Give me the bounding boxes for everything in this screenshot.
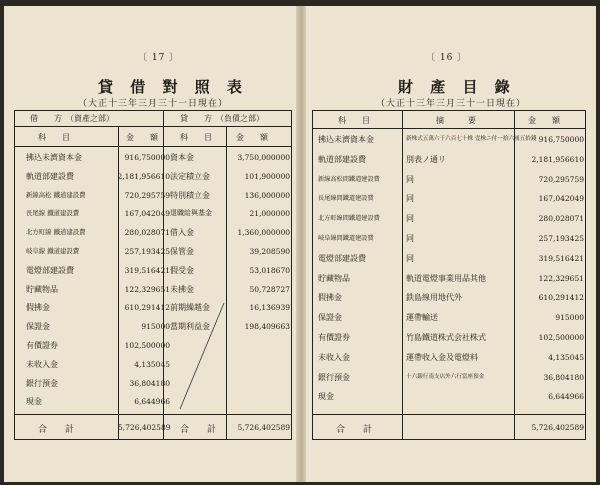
debit-item-label: 軌道部建設費 — [26, 171, 74, 181]
inventory-item-label: 貯藏物品 — [318, 273, 350, 283]
inventory-item-label: 有價證券 — [318, 333, 350, 342]
inventory-item-desc: 竹島鐵道株式会社株式 — [406, 333, 486, 342]
rule — [402, 110, 403, 440]
credit-item-label: 當期利益金 — [170, 322, 210, 332]
inventory-item-label: 新線高松間鐵道建設費 — [318, 175, 380, 183]
debit-item-label: 電燈部建設費 — [26, 265, 74, 275]
page-number: 〔 17 〕 — [138, 53, 180, 63]
inventory-item-label: 軌道部建設費 — [318, 154, 366, 164]
debit-total-label: 合 計 — [38, 425, 75, 435]
inventory-item-amount: 319,516421 — [538, 253, 584, 263]
inventory-item-desc: 同 — [406, 194, 414, 204]
debit-total: 5,726,402589 — [118, 423, 171, 432]
credit-item-label: 假受金 — [170, 265, 194, 275]
date-line: （大正十三年三月三十一日現在） — [78, 99, 229, 109]
total-label: 合 計 — [336, 425, 373, 435]
credit-item-label: 未拂金 — [170, 284, 194, 294]
credit-item-label: 保管金 — [170, 247, 194, 256]
credit-item-amount: 39,208590 — [249, 247, 290, 256]
inventory-item-amount: 720,295759 — [538, 174, 584, 184]
inventory-item-desc: 運帶輸送 — [406, 313, 438, 323]
cancel-stroke — [178, 301, 226, 411]
page-title: 財 產 目 錄 — [398, 78, 516, 96]
inventory-item-label: 長尾線間鐵道建設費 — [318, 195, 374, 203]
inventory-item-label: 拂込未濟資本金 — [318, 135, 374, 144]
inventory-item-amount: 167,042049 — [538, 194, 584, 204]
debit-item-label: 新線高松 鐵道建設費 — [26, 190, 86, 199]
rule — [14, 146, 292, 147]
inventory-item-label: 假拂金 — [318, 293, 342, 303]
book-gutter — [296, 6, 306, 482]
inventory-item-amount: 102,500000 — [538, 333, 584, 342]
inventory-item-desc: 十六銀行南支店外六行當座預金 — [406, 373, 485, 380]
debit-item-amount: 102,500000 — [124, 341, 170, 350]
debit-item-label: 貯藏物品 — [26, 284, 58, 294]
debit-item-label: 未收入金 — [26, 359, 58, 369]
debit-item-amount: 280,028071 — [124, 228, 170, 238]
debit-item-label: 銀行預金 — [26, 378, 58, 388]
debit-header: 借 方 （資產之部） — [30, 114, 114, 123]
col-desc: 摘 要 — [436, 116, 476, 125]
debit-item-amount: 122,329651 — [124, 284, 170, 294]
credit-item-amount: 3,750,000000 — [237, 153, 290, 162]
date-line: （大正十三年三月三十一日現在） — [376, 99, 527, 109]
inventory-item-desc: 同 — [406, 253, 414, 263]
credit-total-label: 合 計 — [180, 425, 217, 435]
credit-item-label: 退職給與基金 — [170, 209, 212, 218]
credit-header: 貸 方 （負債之部） — [180, 114, 264, 123]
debit-item-amount: 610,291412 — [124, 303, 170, 313]
right-page — [306, 6, 592, 482]
inventory-item-desc: 運帶收入金及電燈料 — [406, 352, 478, 362]
rule — [312, 414, 586, 415]
rule — [14, 414, 292, 415]
inventory-item-desc: 同 — [406, 174, 414, 184]
inventory-item-amount: 4,135045 — [548, 352, 584, 362]
inventory-item-label: 保證金 — [318, 313, 342, 323]
inventory-item-amount: 610,291412 — [538, 293, 584, 303]
col-amount: 金 額 — [528, 116, 560, 125]
debit-item-amount: 257,193425 — [124, 247, 170, 256]
debit-item-amount: 915000 — [141, 322, 170, 332]
rule — [14, 126, 292, 127]
inventory-item-desc: 別表ノ通リ — [406, 154, 446, 164]
credit-item-amount: 50,728727 — [249, 284, 290, 294]
debit-item-amount: 2,181,956610 — [117, 171, 170, 181]
debit-item-label: 拂込未濟資本金 — [26, 153, 82, 162]
debit-item-label: 假拂金 — [26, 303, 50, 313]
inventory-item-label: 北方町線間鐵道建設費 — [318, 215, 380, 223]
credit-item-amount: 53,018670 — [249, 265, 290, 275]
inventory-item-desc: 鉄島線用地代外 — [406, 293, 462, 303]
col-item: 科 目 — [338, 116, 370, 125]
credit-item-amount: 16,136939 — [249, 303, 290, 313]
inventory-item-amount: 916,750000 — [538, 135, 584, 144]
credit-item-label: 借入金 — [170, 228, 194, 238]
credit-item-label: 前期繰越金 — [170, 303, 210, 313]
debit-item-amount: 4,135045 — [134, 359, 170, 369]
page-number: 〔 16 〕 — [426, 53, 468, 63]
inventory-item-desc: 同 — [406, 214, 414, 224]
left-page — [8, 6, 292, 482]
page-title: 貸 借 對 照 表 — [98, 78, 248, 96]
inventory-item-label: 未收入金 — [318, 352, 350, 362]
debit-item-amount: 319,516421 — [124, 265, 170, 275]
credit-item-label: 法定積立金 — [170, 171, 210, 181]
inventory-item-desc: 新株式五萬六千六百七十株 壹株ニ付一拾六圓五拾錢 — [406, 136, 537, 142]
inventory-item-amount: 6,644966 — [548, 392, 584, 402]
debit-item-label: 岐阜線 鐵道建設費 — [26, 247, 80, 255]
inventory-item-desc: 同 — [406, 234, 414, 243]
debit-item-amount: 720,295759 — [124, 190, 170, 200]
credit-item-amount: 101,900000 — [244, 171, 290, 181]
credit-total: 5,726,402589 — [237, 423, 290, 432]
credit-item-amount: 21,000000 — [249, 209, 290, 219]
debit-item-amount: 36,804180 — [129, 378, 170, 388]
debit-col-item: 科 目 — [38, 133, 70, 142]
inventory-item-amount: 122,329651 — [538, 273, 584, 283]
debit-item-label: 有價證券 — [26, 341, 58, 350]
credit-item-label: 特別積立金 — [170, 190, 210, 200]
debit-item-label: 保證金 — [26, 322, 50, 332]
rule — [312, 128, 586, 129]
credit-item-amount: 136,000000 — [244, 190, 290, 200]
credit-col-item: 科 目 — [180, 133, 212, 142]
credit-item-amount: 198,409663 — [244, 322, 290, 332]
inventory-item-amount: 280,028071 — [538, 214, 584, 224]
credit-item-amount: 1,360,000000 — [237, 228, 290, 238]
inventory-item-label: 現金 — [318, 392, 334, 402]
debit-item-label: 北方町線 鐵道建設費 — [26, 228, 86, 237]
inventory-item-amount: 915000 — [555, 313, 584, 323]
inventory-item-label: 銀行預金 — [318, 372, 350, 382]
inventory-item-amount: 257,193425 — [538, 234, 584, 243]
debit-col-amount: 金 額 — [126, 133, 158, 142]
total-amount: 5,726,402589 — [531, 423, 584, 432]
debit-item-label: 長尾線 鐵道建設費 — [26, 209, 80, 218]
inventory-item-desc: 軌道電燈事業用品其他 — [406, 273, 486, 283]
debit-item-label: 現金 — [26, 397, 42, 407]
debit-item-amount: 6,644966 — [134, 397, 170, 407]
inventory-item-amount: 2,181,956610 — [531, 154, 584, 164]
inventory-item-amount: 36,804180 — [543, 372, 584, 382]
inventory-item-label: 岐阜線間鐵道建設費 — [318, 235, 374, 242]
debit-item-amount: 916,750000 — [124, 153, 170, 162]
credit-item-label: 資本金 — [170, 153, 194, 162]
credit-col-amount: 金 額 — [236, 133, 268, 142]
debit-item-amount: 167,042049 — [124, 209, 170, 219]
inventory-item-label: 電燈部建設費 — [318, 253, 366, 263]
